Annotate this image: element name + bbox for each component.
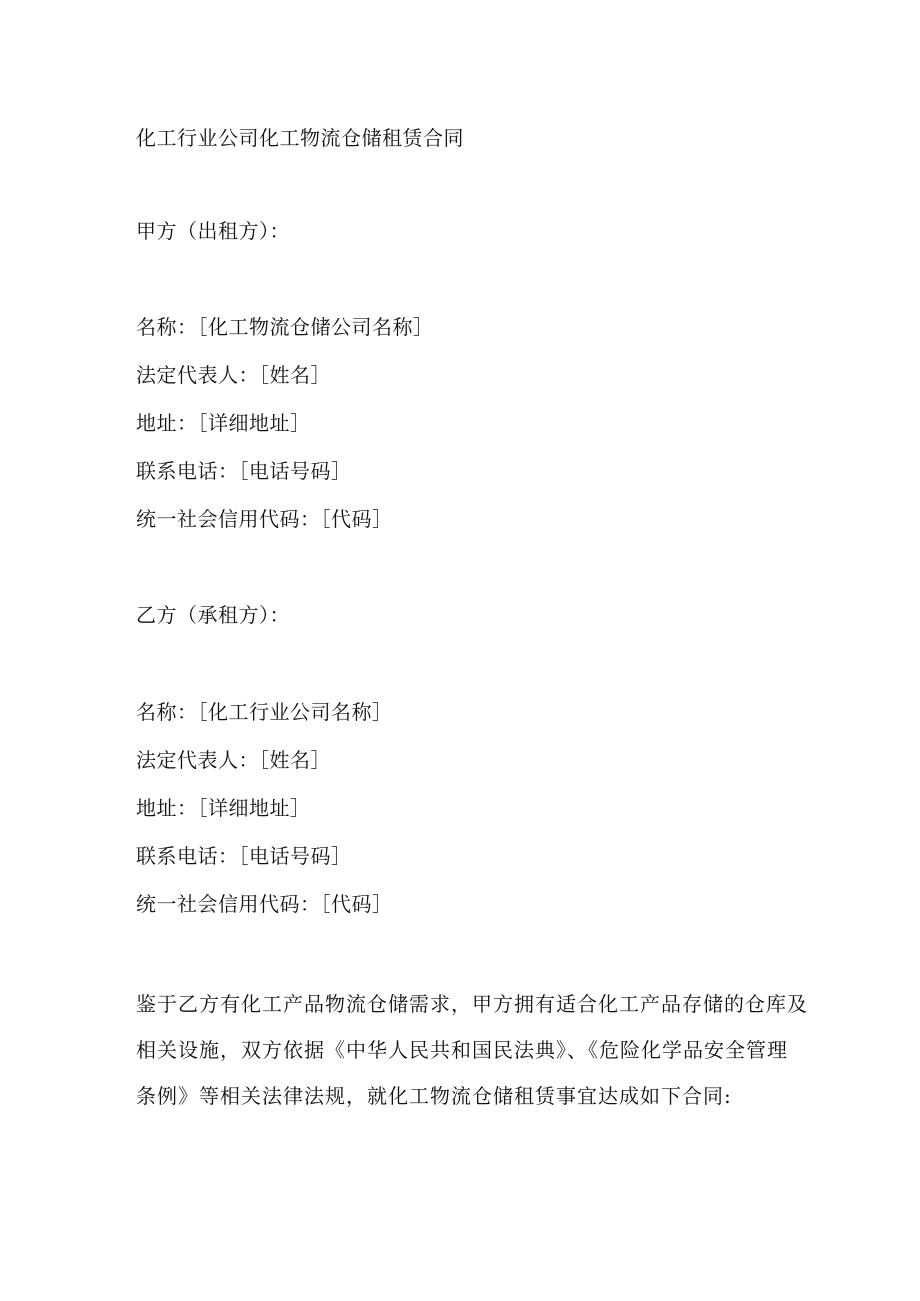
party-a-heading: 甲方（出租方）： [136, 219, 290, 243]
party-a-legal-rep: 法定代表人：［姓名］ [136, 363, 331, 387]
party-b-phone: 联系电话：［电话号码］ [136, 844, 352, 868]
preamble-line-3: 条例》等相关法律法规，就化工物流仓储租赁事宜达成如下合同: [136, 1084, 732, 1108]
party-b-name: 名称：［化工行业公司名称］ [136, 700, 393, 724]
party-a-name: 名称：［化工物流仓储公司名称］ [136, 315, 434, 339]
party-b-address: 地址：［详细地址］ [136, 796, 311, 820]
party-a-phone: 联系电话：［电话号码］ [136, 459, 352, 483]
party-b-heading: 乙方（承租方）： [136, 603, 290, 627]
preamble-line-2: 相关设施，双方依据《中华人民共和国民法典》、《危险化学品安全管理 [136, 1038, 788, 1062]
preamble-paragraph [136, 981, 808, 1119]
party-a-credit-code: 统一社会信用代码：［代码］ [136, 507, 393, 531]
document-title: 化工行业公司化工物流仓储租赁合同 [136, 126, 464, 150]
party-b-credit-code: 统一社会信用代码：［代码］ [136, 892, 393, 916]
party-a-address: 地址：［详细地址］ [136, 411, 311, 435]
preamble-line-1: 鉴于乙方有化工产品物流仓储需求，甲方拥有适合化工产品存储的仓库及 [136, 992, 808, 1016]
party-b-legal-rep: 法定代表人：［姓名］ [136, 748, 331, 772]
